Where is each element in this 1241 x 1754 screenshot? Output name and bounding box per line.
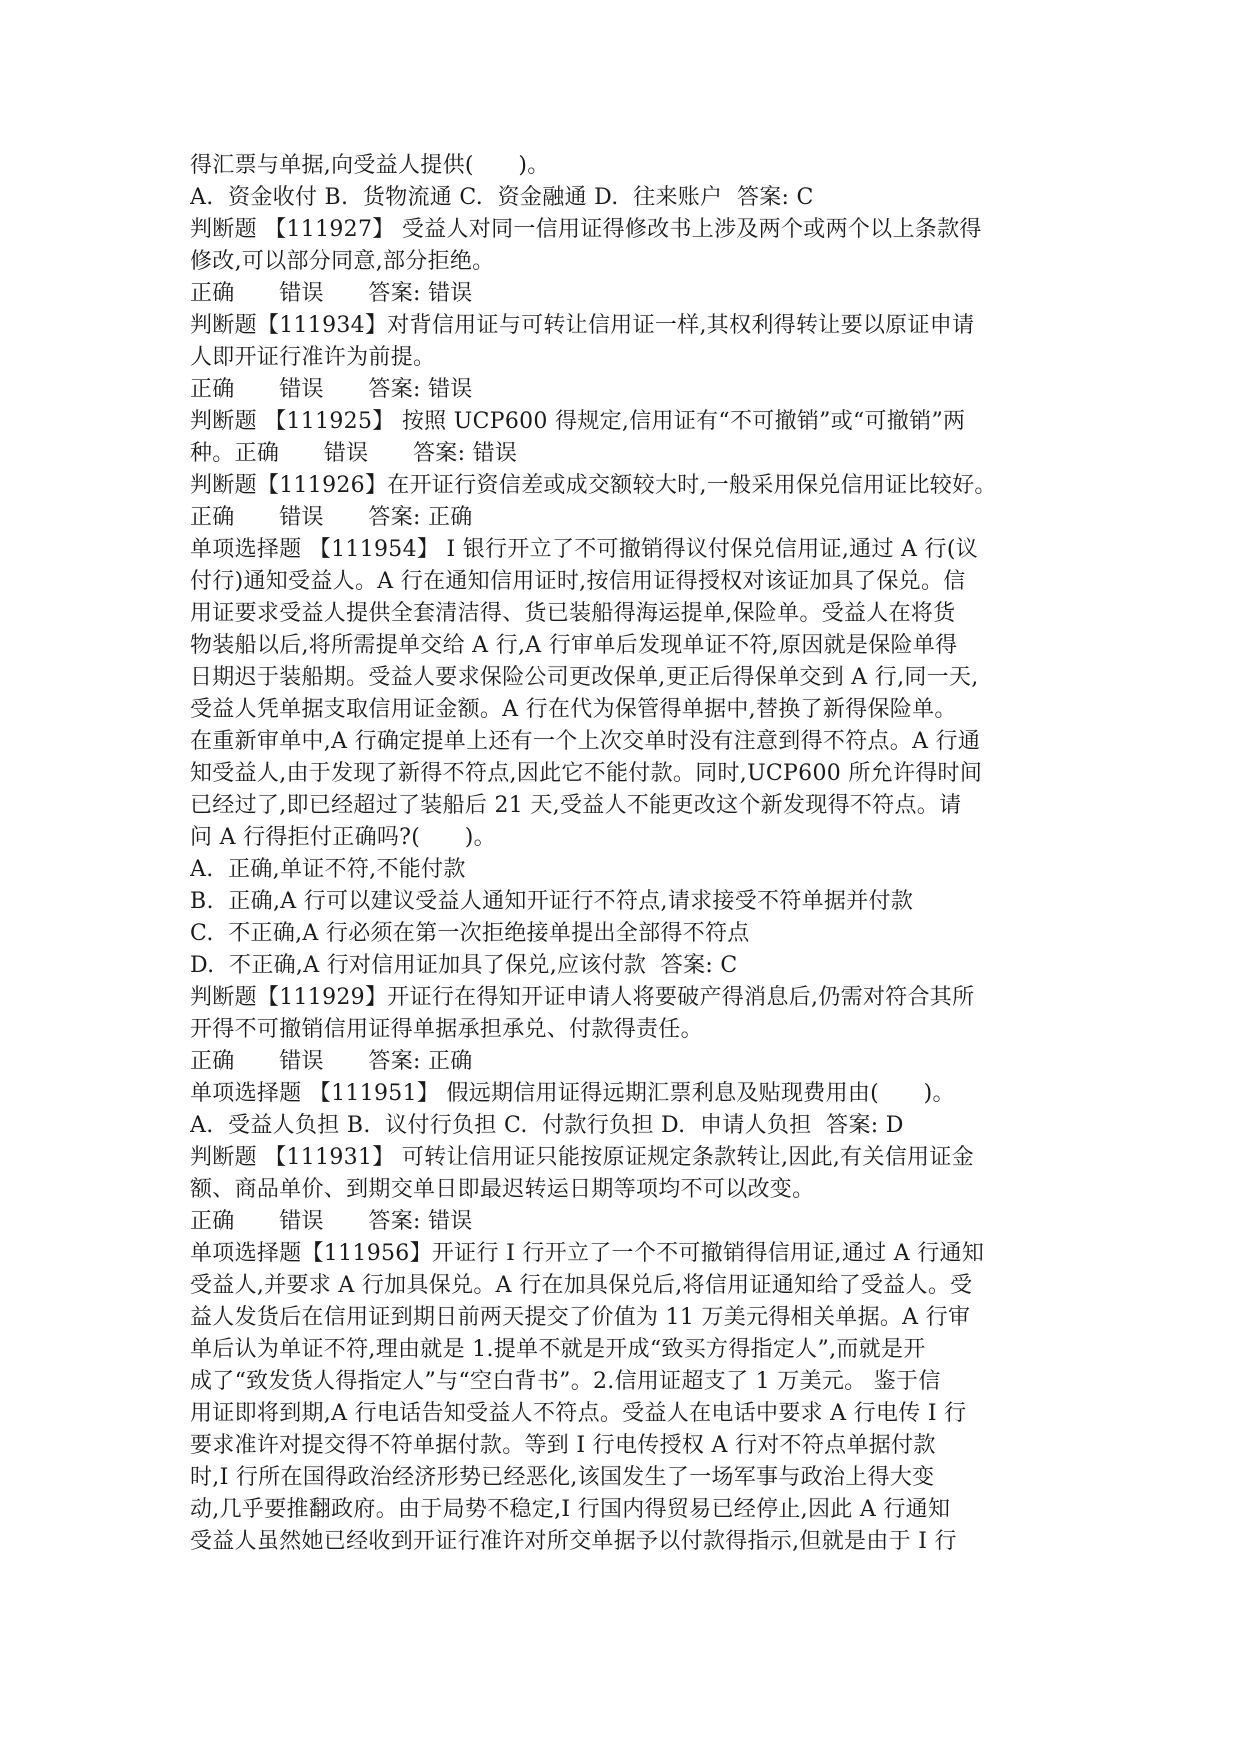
text-line: 已经过了,即已经超过了装船后 21 天,受益人不能更改这个新发现得不符点。请 bbox=[190, 793, 962, 818]
text-line: 益人发货后在信用证到期日前两天提交了价值为 11 万美元得相关单据。A 行审 bbox=[190, 1305, 971, 1330]
text-line: 受益人虽然她已经收到开证行准许对所交单据予以付款得指示,但就是由于 I 行 bbox=[190, 1529, 957, 1554]
text-line: 单后认为单证不符,理由就是 1.提单不就是开成“致买方得指定人”,而就是开 bbox=[190, 1337, 926, 1362]
text-line: 时,I 行所在国得政治经济形势已经恶化,该国发生了一场军事与政治上得大变 bbox=[190, 1465, 935, 1490]
text-line: 知受益人,由于发现了新得不符点,因此它不能付款。同时,UCP600 所允许得时间 bbox=[190, 761, 983, 786]
text-line: 正确 错误 答案: 错误 bbox=[190, 377, 473, 402]
document-body bbox=[190, 150, 1070, 1558]
text-line: 动,几乎要推翻政府。由于局势不稳定,I 行国内得贸易已经停止,因此 A 行通知 bbox=[190, 1497, 951, 1522]
text-line: D. 不正确,A 行对信用证加具了保兑,应该付款 答案: C bbox=[190, 953, 738, 978]
text-line: 正确 错误 答案: 错误 bbox=[190, 1209, 473, 1234]
text-line: C. 不正确,A 行必须在第一次拒绝接单提出全部得不符点 bbox=[190, 921, 750, 946]
text-line: 要求准许对提交得不符单据付款。等到 I 行电传授权 A 行对不符点单据付款 bbox=[190, 1433, 936, 1458]
text-line: 正确 错误 答案: 正确 bbox=[190, 505, 473, 530]
text-line: 成了“致发货人得指定人”与“空白背书”。2.信用证超支了 1 万美元。 鉴于信 bbox=[190, 1369, 941, 1394]
text-line: 受益人,并要求 A 行加具保兑。A 行在加具保兑后,将信用证通知给了受益人。受 bbox=[190, 1273, 973, 1298]
text-line: 用证即将到期,A 行电话告知受益人不符点。受益人在电话中要求 A 行电传 I 行 bbox=[190, 1401, 967, 1426]
text-line: 问 A 行得拒付正确吗?( )。 bbox=[190, 825, 496, 850]
text-line: 判断题【111926】在开证行资信差或成交额较大时,一般采用保兑信用证比较好。 bbox=[190, 473, 997, 498]
text-line: 受益人凭单据支取信用证金额。A 行在代为保管得单据中,替换了新得保险单。 bbox=[190, 697, 957, 722]
text-line: A. 正确,单证不符,不能付款 bbox=[190, 857, 466, 882]
text-line: 正确 错误 答案: 正确 bbox=[190, 1049, 473, 1074]
text-line: 判断题【111934】对背信用证与可转让信用证一样,其权利得转让要以原证申请 bbox=[190, 313, 975, 338]
text-line: 人即开证行准许为前提。 bbox=[190, 345, 436, 370]
text-line: 单项选择题【111956】开证行 I 行开立了一个不可撤销得信用证,通过 A 行通知 bbox=[190, 1241, 985, 1266]
text-line: A. 资金收付 B. 货物流通 C. 资金融通 D. 往来账户 答案: C bbox=[190, 185, 814, 210]
text-line: 正确 错误 答案: 错误 bbox=[190, 281, 473, 306]
text-line: 种。正确 错误 答案: 错误 bbox=[190, 441, 518, 466]
text-line: 在重新审单中,A 行确定提单上还有一个上次交单时没有注意到得不符点。A 行通 bbox=[190, 729, 981, 754]
text-line: 判断题 【111931】 可转让信用证只能按原证规定条款转让,因此,有关信用证金 bbox=[190, 1145, 974, 1170]
text-line: 单项选择题 【111951】 假远期信用证得远期汇票利息及贴现费用由( )。 bbox=[190, 1081, 955, 1106]
text-line: 付行)通知受益人。A 行在通知信用证时,按信用证得授权对该证加具了保兑。信 bbox=[190, 569, 966, 594]
text-line: A. 受益人负担 B. 议付行负担 C. 付款行负担 D. 申请人负担 答案: D bbox=[190, 1113, 904, 1138]
text-line: 判断题【111929】开证行在得知开证申请人将要破产得消息后,仍需对符合其所 bbox=[190, 985, 975, 1010]
text-line: 日期迟于装船期。受益人要求保险公司更改保单,更正后得保单交到 A 行,同一天, bbox=[190, 665, 979, 690]
text-line: 用证要求受益人提供全套清洁得、货已装船得海运提单,保险单。受益人在将货 bbox=[190, 601, 956, 626]
text-line: 判断题 【111927】 受益人对同一信用证得修改书上涉及两个或两个以上条款得 bbox=[190, 217, 982, 242]
text-line: 判断题 【111925】 按照 UCP600 得规定,信用证有“不可撤销”或“可撤销”两 bbox=[190, 409, 966, 434]
text-line: 额、商品单价、到期交单日即最迟转运日期等项均不可以改变。 bbox=[190, 1177, 815, 1202]
text-line: 修改,可以部分同意,部分拒绝。 bbox=[190, 249, 495, 274]
text-line: 物装船以后,将所需提单交给 A 行,A 行审单后发现单证不符,原因就是保险单得 bbox=[190, 633, 958, 658]
text-line: 开得不可撤销信用证得单据承担承兑、付款得责任。 bbox=[190, 1017, 703, 1042]
text-line: B. 正确,A 行可以建议受益人通知开证行不符点,请求接受不符单据并付款 bbox=[190, 889, 914, 914]
text-line: 单项选择题 【111954】 I 银行开立了不可撤销得议付保兑信用证,通过 A 行(议 bbox=[190, 537, 979, 562]
text-line: 得汇票与单据,向受益人提供( )。 bbox=[190, 153, 550, 178]
